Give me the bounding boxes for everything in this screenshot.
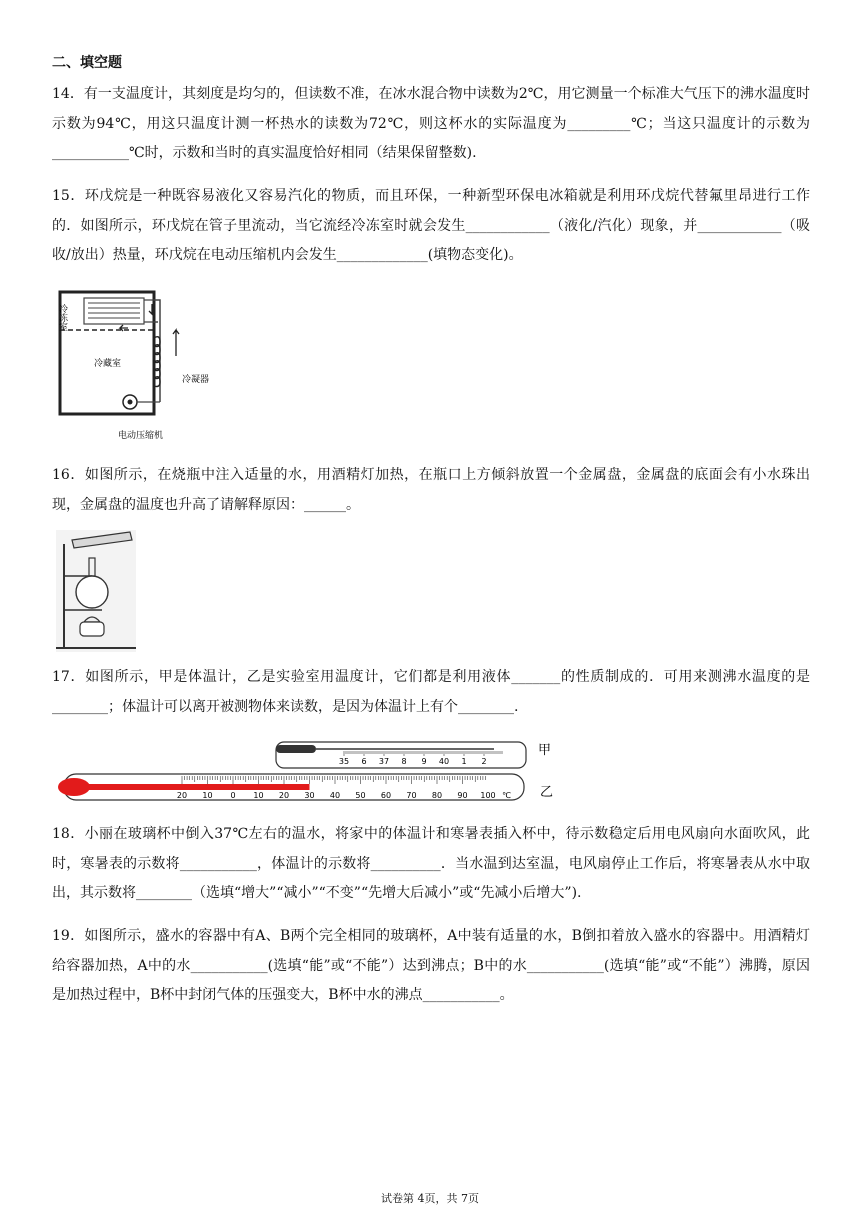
- flask-bulb: [76, 576, 108, 608]
- question-19: 19．如图所示，盛水的容器中有A、B两个完全相同的玻璃杯，A中装有适量的水，B倒扣着放入盛水的容器中。用酒精灯给容器加热，A中的水___________(选填“能”或“不能”）达到沸点；B中的水___________(选填“能”或“不能”）沸腾，原因是加热过程中，B杯中封闭气体的压强变大，B杯中水的沸点___________。: [52, 928, 810, 1003]
- label-jia: 甲: [538, 743, 552, 758]
- lab-tick-label: 10: [202, 791, 213, 800]
- question-15: 15．环戊烷是一种既容易液化又容易汽化的物质，而且环保，一种新型环保电冰箱就是利用环戊烷代替氟里昂进行工作的．如图所示，环戊烷在管子里流动，当它流经冷冻室时就会发生____________（液化/汽化）现象，并____________（吸收/放出）热量，环戊烷在电动压缩机内会发生_____________(填物态变化)。: [52, 188, 810, 263]
- lab-tick-label: 20: [176, 791, 188, 800]
- clinical-tick-label: 6: [361, 757, 367, 766]
- clinical-tick-label: 1: [461, 757, 467, 766]
- lab-unit: ℃: [502, 791, 511, 800]
- clinical-tick-label: 35: [338, 757, 350, 766]
- thermometer-diagram: [54, 738, 564, 808]
- lab-tick-label: 60: [380, 791, 392, 800]
- lab-tick-label: 30: [304, 791, 315, 800]
- evaporator-coil: [84, 298, 144, 324]
- lab-tick-label: 80: [431, 791, 443, 800]
- lab-tick-label: 10: [253, 791, 264, 800]
- question-16: 16．如图所示，在烧瓶中注入适量的水，用酒精灯加热，在瓶口上方倾斜放置一个金属盘，金属盘的底面会有小水珠出现，金属盘的温度也升高了请解释原因：______。: [52, 467, 810, 513]
- clinical-tick-label: 8: [401, 757, 407, 766]
- clinical-tick-label: 40: [438, 757, 450, 766]
- lab-tick-label: 50: [355, 791, 366, 800]
- lab-tick-label: 0: [230, 791, 236, 800]
- clinical-tick-label: 37: [378, 757, 390, 766]
- lab-tick-label: 20: [278, 791, 290, 800]
- lab-thermometer: [58, 774, 524, 800]
- fridge-diagram: [56, 286, 226, 444]
- section-title: 二、填空题: [52, 55, 122, 71]
- lab-tick-label: 100: [480, 791, 496, 800]
- fridge-label: 冷藏室: [94, 359, 122, 369]
- alcohol-lamp: [80, 622, 104, 636]
- lab-tick-label: 90: [457, 791, 468, 800]
- question-14: 14．有一支温度计，其刻度是均匀的，但读数不准，在冰水混合物中读数为2℃，用它测量一个标准大气压下的沸水温度时示数为94℃，用这只温度计测一杯热水的读数为72℃，则这杯水的实际温度为_________℃；当这只温度计的示数为___________℃时，示数和当时的真实温度恰好相同（结果保留整数).: [52, 86, 810, 161]
- compressor-label: 电动压缩机: [118, 431, 164, 441]
- question-18: 18．小丽在玻璃杯中倒入37℃左右的温水，将家中的体温计和寒暑表插入杯中，待示数稳定后用电风扇向水面吹风，此时，寒暑表的示数将___________，体温计的示数将__________．当水温到达室温，电风扇停止工作后，将寒暑表从水中取出，其示数将________（选填“增大”“减小”“不变”“先增大后减小”或“先减小后增大”).: [52, 826, 810, 901]
- fridge-body: [60, 292, 154, 414]
- page-footer: 试卷第 4页，共 7页: [381, 1192, 479, 1205]
- clinical-thermometer: [276, 742, 526, 768]
- freezer-label: 冷冻室: [57, 304, 67, 331]
- flow-arrow-up: [173, 330, 179, 356]
- label-yi: 乙: [540, 785, 554, 800]
- lab-liquid-column: [74, 784, 310, 790]
- question-17: 17．如图所示，甲是体温计，乙是实验室用温度计，它们都是利用液体_______的性质制成的．可用来测沸水温度的是________；体温计可以离开被测物体来读数，是因为体温计上有个________.: [52, 669, 810, 715]
- condenser-label: 冷凝器: [182, 375, 210, 385]
- clinical-tick-label: 9: [421, 757, 427, 766]
- lab-tick-label: 70: [406, 791, 417, 800]
- clinical-tick-label: 2: [481, 757, 487, 766]
- lab-tick-label: 40: [329, 791, 341, 800]
- flask-diagram: [56, 530, 136, 652]
